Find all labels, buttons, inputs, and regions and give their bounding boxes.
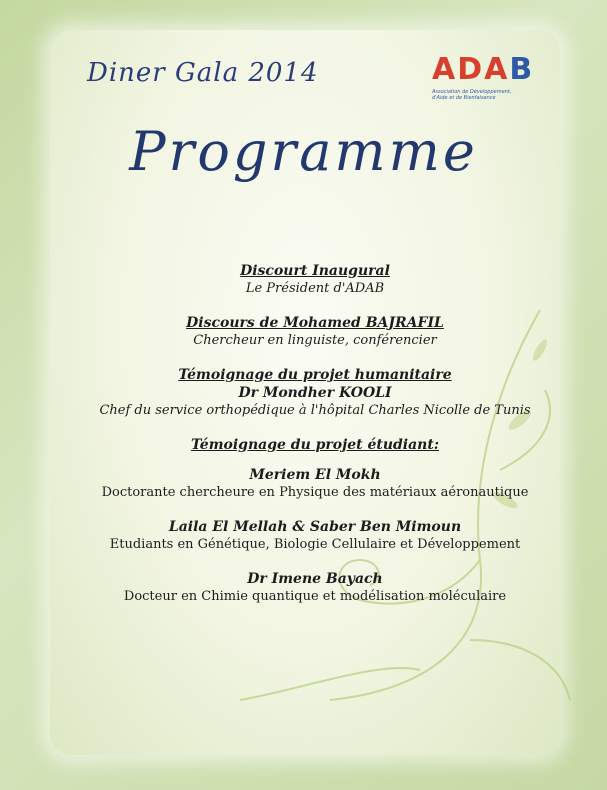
item-line: Le Président d'ADAB xyxy=(245,281,385,296)
page-title: Programme xyxy=(129,120,478,183)
program-item-inaugural xyxy=(80,262,550,297)
program-item-discours xyxy=(80,314,550,349)
logo-subtitle-1: Association de Développement, xyxy=(432,89,512,95)
item-heading: Témoignage du projet étudiant: xyxy=(190,437,439,453)
speaker-name: Dr Mondher KOOLI xyxy=(238,385,392,401)
speaker-1 xyxy=(80,466,550,501)
speaker-2 xyxy=(80,518,550,553)
speaker-line: Doctorante chercheure en Physique des matériaux aéronautique xyxy=(101,485,529,500)
speaker-name: Dr Imene Bayach xyxy=(247,571,383,587)
item-line: Chef du service orthopédique à l'hôpital Charles Nicolle de Tunis xyxy=(99,403,531,418)
speaker-line: Docteur en Chimie quantique et modélisation moléculaire xyxy=(123,589,507,604)
speaker-name: Laila El Mellah & Saber Ben Mimoun xyxy=(168,519,462,535)
event-title: Diner Gala 2014 xyxy=(87,58,319,88)
item-heading: Témoignage du projet humanitaire xyxy=(178,367,452,383)
program-list xyxy=(80,262,550,622)
logo-mark xyxy=(432,52,542,87)
speaker-name: Meriem El Mokh xyxy=(249,467,381,483)
logo-subtitle-2: d'Aide et de Bienfaisance xyxy=(432,95,496,101)
program-item-etudiant xyxy=(80,436,550,454)
program-item-humanitaire xyxy=(80,366,550,419)
logo-letters-red: ADA xyxy=(432,52,510,87)
item-heading: Discourt Inaugural xyxy=(240,263,390,279)
adab-logo xyxy=(432,52,542,101)
speaker-3 xyxy=(80,570,550,605)
item-heading: Discours de Mohamed BAJRAFIL xyxy=(186,315,444,331)
logo-letter-blue: B xyxy=(509,52,535,87)
item-line: Chercheur en linguiste, conférencier xyxy=(193,333,437,348)
speaker-line: Etudiants en Génétique, Biologie Cellulaire et Développement xyxy=(109,537,521,552)
